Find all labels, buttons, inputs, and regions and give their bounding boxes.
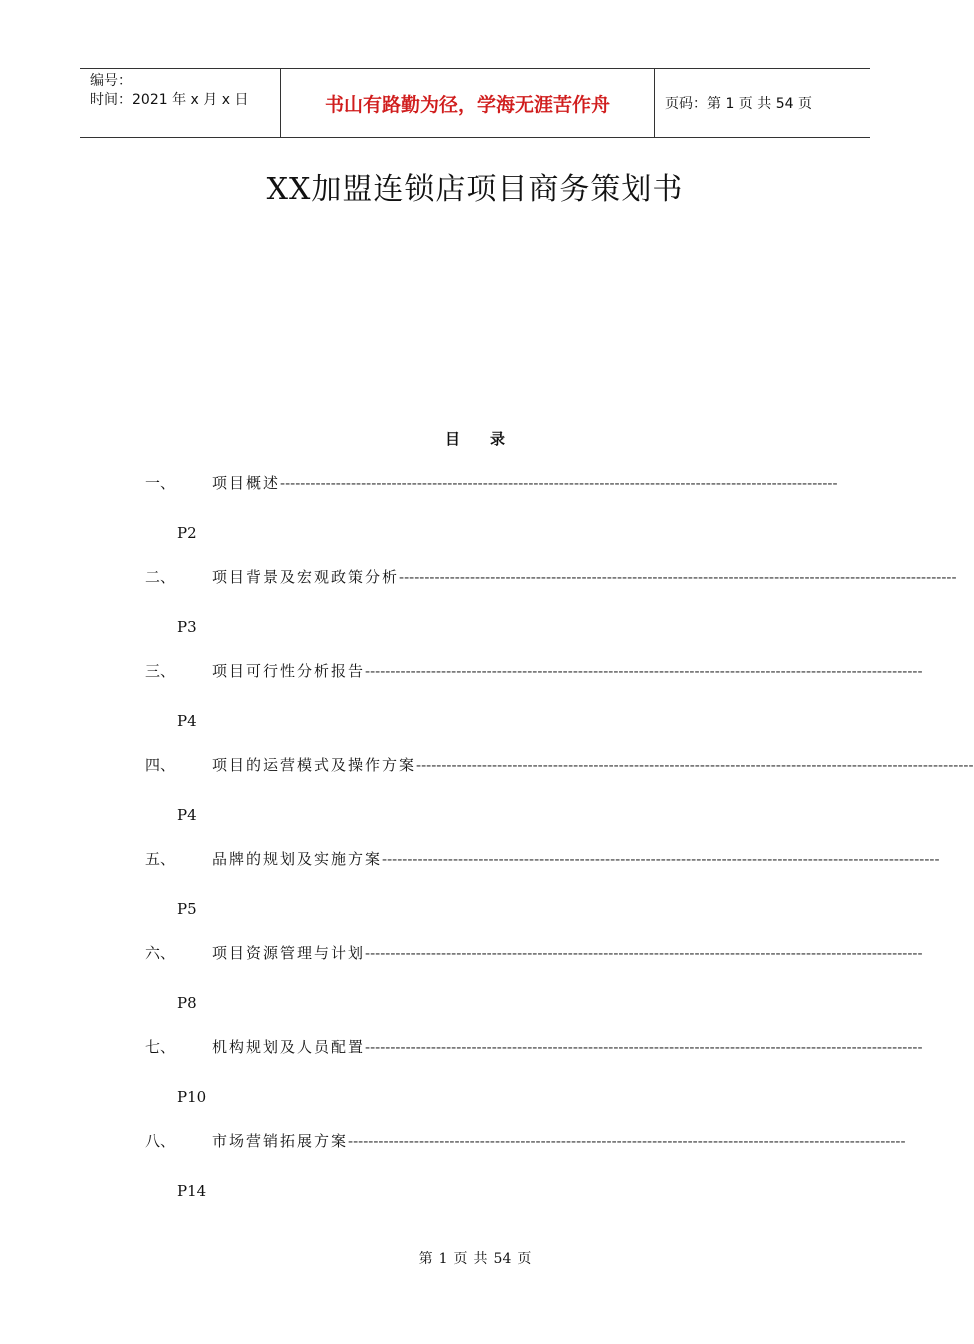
toc-heading <box>0 428 950 449</box>
header-motto: 书山有路勤为径，学海无涯苦作舟 <box>281 69 655 137</box>
toc-leader: -------------------------------------------------------------------------------------------------------------- <box>348 1132 906 1150</box>
page-header <box>80 68 870 138</box>
toc-entry-page: P14 <box>177 1182 207 1200</box>
toc-entry-page: P4 <box>177 712 197 730</box>
toc-leader: -------------------------------------------------------------------------------------------------------------- <box>399 568 957 586</box>
footer-current-page: 1 <box>438 1251 448 1267</box>
toc-entry[interactable] <box>145 1036 923 1106</box>
toc-entry[interactable] <box>145 472 838 542</box>
footer-total-pages: 54 <box>493 1251 512 1267</box>
toc-entry-page: P2 <box>177 524 197 542</box>
page-footer <box>0 1248 950 1268</box>
toc-entry-number: 六、 <box>145 944 176 962</box>
footer-part: 第 <box>418 1251 433 1267</box>
toc-entry-title: 项目的运营模式及操作方案 <box>212 756 417 774</box>
toc-entry-number: 二、 <box>145 568 176 586</box>
toc-entry[interactable] <box>145 848 940 918</box>
toc-leader: -------------------------------------------------------------------------------------------------------------- <box>382 850 940 868</box>
toc-entry[interactable] <box>145 566 957 636</box>
toc-heading-char: 录 <box>490 430 506 448</box>
document-number-label: 编号： <box>90 73 132 89</box>
footer-part: 页 <box>453 1251 468 1267</box>
footer-part: 页 <box>517 1251 532 1267</box>
header-page-info: 页码：第 1 页 共 54 页 <box>665 96 812 112</box>
toc-leader: -------------------------------------------------------------------------------------------------------------- <box>365 662 923 680</box>
toc-entry-page: P10 <box>177 1088 207 1106</box>
toc-leader: -------------------------------------------------------------------------------------------------------------- <box>416 756 974 774</box>
toc-entry[interactable] <box>145 1130 906 1200</box>
toc-entry-number: 七、 <box>145 1038 176 1056</box>
toc-entry-title: 品牌的规划及实施方案 <box>212 850 383 868</box>
toc-entry-title: 项目资源管理与计划 <box>212 944 366 962</box>
toc-entry-page: P3 <box>177 618 197 636</box>
toc-leader: -------------------------------------------------------------------------------------------------------------- <box>280 474 838 492</box>
toc-entry-number: 一、 <box>145 474 176 492</box>
toc-leader: -------------------------------------------------------------------------------------------------------------- <box>365 944 923 962</box>
toc-entry-title: 机构规划及人员配置 <box>212 1038 366 1056</box>
toc-entry[interactable] <box>145 660 923 730</box>
toc-leader: -------------------------------------------------------------------------------------------------------------- <box>365 1038 923 1056</box>
toc-entry-title: 市场营销拓展方案 <box>212 1132 349 1150</box>
toc-entry-page: P5 <box>177 900 197 918</box>
toc-entry-number: 八、 <box>145 1132 176 1150</box>
toc-entry-title: 项目背景及宏观政策分析 <box>212 568 400 586</box>
document-title: XX加盟连锁店项目商务策划书 <box>266 172 684 207</box>
toc-entry-number: 三、 <box>145 662 176 680</box>
toc-entry-title: 项目可行性分析报告 <box>212 662 366 680</box>
header-meta <box>80 69 281 137</box>
toc-entry[interactable] <box>145 754 974 824</box>
toc-entry-number: 四、 <box>145 756 176 774</box>
toc-entry-title: 项目概述 <box>212 474 281 492</box>
footer-part: 共 <box>473 1251 488 1267</box>
toc-entry[interactable] <box>145 942 923 1012</box>
toc-entry-page: P8 <box>177 994 197 1012</box>
toc-heading-char: 目 <box>444 430 460 448</box>
document-date: 时间：2021 年 x 月 x 日 <box>90 92 249 108</box>
toc-entry-number: 五、 <box>145 850 176 868</box>
toc-entry-page: P4 <box>177 806 197 824</box>
